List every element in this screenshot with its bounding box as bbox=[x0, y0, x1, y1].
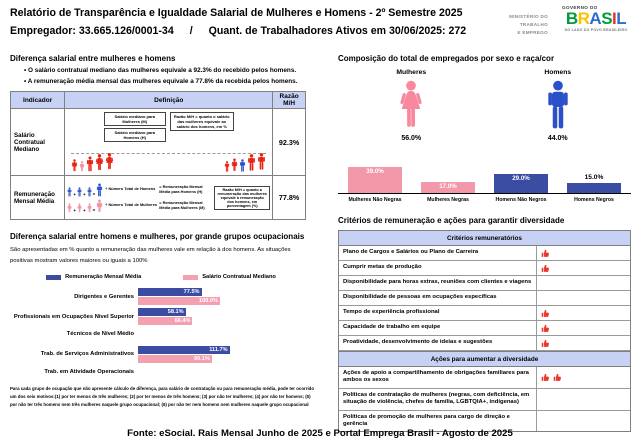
criteria-label: Cumprir metas de produção bbox=[339, 261, 537, 275]
thumbs-up-icon bbox=[553, 373, 562, 382]
group-header-acoes: Ações para aumentar a diversidade bbox=[339, 351, 630, 367]
employer-id: Empregador: 33.665.126/0001-34 bbox=[10, 25, 174, 37]
category-label: Profissionais em Ocupações Nível Superior bbox=[13, 313, 134, 320]
bar-value-label: 66.4% bbox=[174, 318, 191, 325]
person-icon bbox=[105, 151, 114, 172]
subtitle-separator: / bbox=[189, 25, 193, 37]
chart-row bbox=[10, 369, 312, 375]
category-label: Dirigentes e Gerentes bbox=[74, 293, 134, 300]
bar-value-label: 111.7% bbox=[209, 346, 228, 353]
race-sex-bar-chart bbox=[338, 152, 631, 203]
bar-homens-nao-negros bbox=[494, 174, 548, 193]
plus-sign: + bbox=[82, 207, 86, 213]
right-column bbox=[338, 54, 631, 432]
group-header-remuneratorios: Critérios remuneratórios bbox=[339, 231, 630, 246]
person-icon bbox=[247, 153, 256, 172]
men-composition bbox=[498, 69, 618, 142]
category-label: Técnicos de Nível Médio bbox=[66, 331, 134, 338]
gov-letter: B bbox=[565, 9, 578, 28]
page-subtitle bbox=[10, 25, 466, 37]
bar-remuneracao bbox=[138, 288, 202, 296]
gov-letter: A bbox=[589, 9, 602, 28]
chart-column bbox=[488, 174, 554, 193]
chart-row bbox=[10, 288, 312, 305]
criteria-label: Disponibilidade para horas extras, reuniões com clientes e viagens bbox=[339, 276, 537, 290]
women-composition bbox=[351, 69, 471, 142]
salary-bullet-median: • O salário contratual mediano das mulheres equivale a 92.3% do recebido pelos homens. bbox=[24, 67, 312, 74]
chart-column bbox=[342, 167, 408, 193]
category-label: Mulheres Não Negras bbox=[348, 197, 402, 203]
thumbs-up-icon bbox=[541, 324, 550, 333]
six-reasons-footnote: Para cada grupo de ocupação que não apresente cálculo de diferença, para salário de contratação ou para remuneração média, pode ter ocorrido um dos seis motivos:(1) por ter menos de três mulheres; (2) por ter menos de três homens; (3) por não ter mulheres; (4) por não ter homens; (5) por não ter três homens nem três mulheres naquele grupo ocupacional; (6) por não ter nem homens nem mulheres naquele grupo ocupacional bbox=[10, 386, 315, 407]
legend-item-mm bbox=[46, 274, 141, 280]
salary-indicator-table bbox=[10, 91, 306, 220]
legend-item-sc bbox=[183, 274, 276, 280]
person-icon bbox=[86, 156, 94, 172]
col-header-indicator: Indicador bbox=[11, 92, 65, 109]
men-formula-row bbox=[67, 183, 211, 197]
indicator-mean-remuneration: Remuneração Mensal Média bbox=[11, 176, 65, 220]
source-footer: Fonte: eSocial. Rais Mensal Junho de 2025 e Portal Emprega Brasil - Agosto de 2025 bbox=[127, 428, 513, 439]
occupation-bar-chart bbox=[10, 288, 312, 375]
man-icon bbox=[545, 80, 571, 130]
men-group-pictogram bbox=[224, 151, 266, 172]
ministry-line: TRABALHO bbox=[519, 21, 548, 27]
table-header-row bbox=[11, 92, 306, 109]
blue-swatch-icon bbox=[46, 275, 61, 280]
person-icon bbox=[96, 183, 103, 197]
person-icon bbox=[77, 203, 82, 213]
ratio-definition-note: Razão M/H = quanto o salário das mulheres equivale ao salário dos homens, em % bbox=[170, 112, 234, 131]
gov-letter: R bbox=[577, 9, 590, 28]
criteria-marker-cell bbox=[537, 367, 630, 388]
criteria-row bbox=[339, 389, 630, 411]
bar-mulheres-nao-negras bbox=[348, 167, 402, 193]
equals-sign: = bbox=[92, 191, 96, 197]
category-label: Homens Negros bbox=[574, 197, 614, 203]
bar-value-label: 17.0% bbox=[439, 182, 457, 190]
criteria-table bbox=[338, 230, 631, 432]
table-row bbox=[11, 176, 306, 220]
women-formula-row bbox=[67, 199, 211, 213]
person-icon bbox=[239, 159, 246, 172]
criteria-label: Políticas de contratação de mulheres (negras, com deficiência, em situação de violência, chefes de família, LGBTQIA+, indígenas) bbox=[339, 389, 537, 410]
composition-pictograms bbox=[338, 69, 631, 142]
occupation-diff-heading: Diferença salarial entre homens e mulheres, por grande grupos ocupacionais bbox=[10, 232, 305, 241]
gov-letter: S bbox=[601, 9, 613, 28]
gov-logo-top-text: GOVERNO DO bbox=[562, 5, 598, 10]
salary-diff-heading: Diferença salarial entre mulheres e homens bbox=[10, 54, 176, 63]
gov-letter: I bbox=[612, 9, 617, 28]
ratio-definition-note: Razão M/H = quanto a remuneração das mulheres equivale à remuneração dos homens, em porcentagem (%) bbox=[214, 186, 270, 210]
population-pictogram bbox=[71, 146, 266, 172]
bar-value-label: 15.0% bbox=[584, 173, 604, 181]
gov-logo-wordmark bbox=[556, 10, 636, 28]
bar-salario bbox=[138, 317, 192, 325]
active-workers-count: Quant. de Trabalhadores Ativos em 30/06/2025: 272 bbox=[208, 25, 467, 37]
definition-median-salary bbox=[65, 109, 273, 176]
person-icon bbox=[77, 187, 82, 197]
composition-heading: Composição do total de empregados por sexo e raça/cor bbox=[338, 54, 555, 63]
table-row bbox=[11, 109, 306, 176]
chart-column bbox=[415, 182, 481, 193]
plus-sign: + bbox=[73, 191, 76, 197]
criteria-label: Ações de apoio a compartilhamento de obrigações familiares para ambos os sexos bbox=[339, 367, 537, 388]
equals-sign: = bbox=[92, 207, 96, 213]
bar-remuneracao bbox=[138, 308, 186, 316]
criteria-label: Disponibilidade de pessoas em ocupações específicas bbox=[339, 291, 537, 305]
woman-icon bbox=[398, 80, 424, 130]
criteria-label: Políticas de promoção de mulheres para cargo de direção e gerência bbox=[339, 411, 537, 432]
person-icon bbox=[67, 203, 72, 213]
person-icon bbox=[257, 151, 266, 172]
criteria-marker-cell bbox=[537, 246, 630, 260]
salary-bullet-mean: • A remuneração média mensal das mulheres equivale a 77.8% da recebida pelos homens. bbox=[24, 78, 312, 85]
men-percentage: 44.0% bbox=[547, 135, 568, 142]
criteria-row bbox=[339, 276, 630, 291]
ministry-logo bbox=[488, 13, 548, 36]
person-icon bbox=[67, 187, 72, 197]
chart-row bbox=[10, 308, 312, 325]
median-women-label: Salário mediano para Mulheres (M) bbox=[104, 112, 166, 126]
government-brasil-logo bbox=[556, 5, 636, 32]
criteria-label: Proatividade, desenvolvimento de ideias e sugestões bbox=[339, 336, 537, 350]
category-label: Mulheres Negras bbox=[427, 197, 469, 203]
criteria-row bbox=[339, 321, 630, 336]
category-label: Trab. em Atividade Operacionais bbox=[44, 368, 134, 375]
legend-label: Remuneração Mensal Média bbox=[65, 274, 142, 281]
criteria-marker-cell bbox=[537, 336, 630, 350]
women-label: Mulheres bbox=[396, 69, 427, 76]
bar-value-label: 100.0% bbox=[199, 298, 218, 305]
thumbs-up-icon bbox=[541, 249, 550, 258]
criteria-marker-cell bbox=[537, 389, 630, 410]
left-column bbox=[10, 54, 315, 408]
men-formula-divide: ÷ Número Total de Homens bbox=[105, 186, 156, 192]
bar-mulheres-negras bbox=[421, 182, 475, 193]
men-formula-result: = Remuneração Mensal Média para Homens (H) bbox=[159, 184, 203, 194]
median-men-label: Salário mediano para Homens (H) bbox=[104, 128, 166, 142]
legend-label: Salário Contratual Mediano bbox=[202, 274, 276, 281]
person-icon bbox=[87, 203, 92, 213]
ratio-value-mean: 77.8% bbox=[273, 176, 306, 220]
plus-sign: + bbox=[82, 191, 86, 197]
occupation-subtext: São apresentadas em % quanto a remuneração das mulheres vale em relação à dos homens. As situações positivas mostram valores maiores ou iguais a 100% bbox=[10, 247, 291, 265]
criteria-label: Tempo de experiência profissional bbox=[339, 306, 537, 320]
ministry-line: MINISTÉRIO DO bbox=[509, 14, 548, 19]
person-icon bbox=[71, 159, 78, 172]
thumbs-up-icon bbox=[541, 309, 550, 318]
thumbs-up-icon bbox=[541, 339, 550, 348]
criteria-marker-cell bbox=[537, 291, 630, 305]
definition-mean-remuneration bbox=[65, 176, 273, 220]
chart-column bbox=[561, 174, 627, 193]
criteria-marker-cell bbox=[537, 306, 630, 320]
chart-row bbox=[10, 346, 312, 363]
criteria-marker-cell bbox=[537, 321, 630, 335]
criteria-label: Plano de Cargos e Salários ou Plano de Carreira bbox=[339, 246, 537, 260]
chart-row bbox=[10, 331, 312, 337]
bar-value-label: 58.1% bbox=[167, 309, 184, 316]
person-icon bbox=[224, 161, 230, 172]
criteria-row bbox=[339, 291, 630, 306]
criteria-row bbox=[339, 336, 630, 351]
ratio-value-median: 92.3% bbox=[273, 109, 306, 176]
criteria-row bbox=[339, 367, 630, 389]
criteria-row bbox=[339, 306, 630, 321]
ministry-line: E EMPREGO bbox=[517, 29, 548, 35]
plus-sign: + bbox=[73, 207, 76, 213]
person-icon bbox=[96, 199, 103, 213]
category-label: Trab. de Serviços Administrativos bbox=[40, 351, 134, 358]
col-header-ratio: Razão M/H bbox=[273, 92, 306, 109]
gov-letter: L bbox=[616, 9, 627, 28]
gov-logo-bottom-text: DO LADO DO POVO BRASILEIRO bbox=[564, 27, 628, 32]
criteria-row bbox=[339, 246, 630, 261]
indicator-median-salary: Salário Contratual Mediano bbox=[11, 109, 65, 176]
col-header-definition: Definição bbox=[65, 92, 273, 109]
criteria-row bbox=[339, 261, 630, 276]
men-label: Homens bbox=[544, 69, 572, 76]
page-title: Relatório de Transparência e Igualdade Salarial de Mulheres e Homens - 2º Semestre 2025 bbox=[10, 7, 463, 19]
thumbs-up-icon bbox=[541, 373, 550, 382]
women-percentage: 56.0% bbox=[401, 135, 422, 142]
bar-homens-negros bbox=[567, 183, 621, 193]
person-icon bbox=[87, 187, 92, 197]
person-icon bbox=[79, 161, 85, 172]
criteria-marker-cell bbox=[537, 276, 630, 290]
criteria-marker-cell bbox=[537, 261, 630, 275]
criteria-label: Capacidade de trabalho em equipe bbox=[339, 321, 537, 335]
bar-value-label: 29.0% bbox=[512, 174, 530, 182]
person-icon bbox=[95, 153, 104, 172]
women-group-pictogram bbox=[71, 151, 114, 172]
bar-salario bbox=[138, 355, 212, 363]
bar-remuneracao bbox=[138, 346, 230, 354]
bar-value-label: 39.0% bbox=[366, 167, 384, 175]
person-icon bbox=[231, 158, 238, 172]
criteria-heading: Critérios de remuneração e ações para garantir diversidade bbox=[338, 216, 565, 225]
bar-value-label: 90.1% bbox=[194, 355, 210, 362]
women-formula-result: = Remuneração Mensal Média para Mulheres (M) bbox=[159, 200, 205, 210]
thumbs-up-icon bbox=[541, 264, 550, 273]
category-label: Homens Não Negros bbox=[495, 197, 547, 203]
chart-legend bbox=[10, 274, 312, 280]
bar-value-label: 77.5% bbox=[183, 289, 200, 296]
women-formula-divide: ÷ Número Total de Mulheres bbox=[105, 202, 158, 208]
pink-swatch-icon bbox=[183, 275, 198, 280]
bar-salario bbox=[138, 297, 220, 305]
